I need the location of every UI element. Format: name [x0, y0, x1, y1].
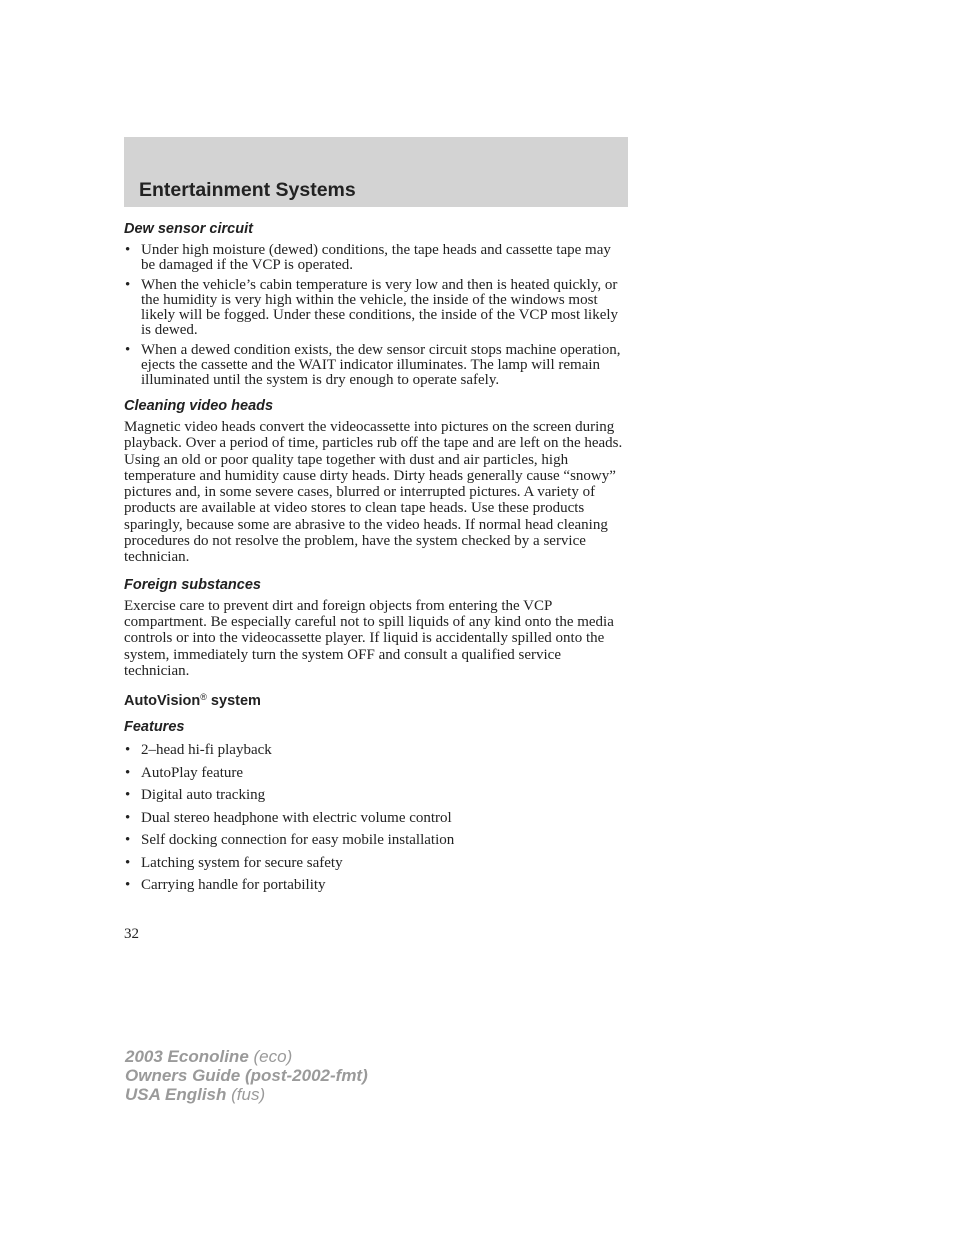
- section-header-band: [124, 137, 628, 207]
- footer-line-guide: Owners Guide (post-2002-fmt): [125, 1066, 368, 1085]
- list-item: • Digital auto tracking: [125, 787, 266, 804]
- cleaning-heading: Cleaning video heads: [124, 398, 274, 414]
- registered-mark: ®: [200, 692, 207, 703]
- page-number: 32: [124, 926, 139, 942]
- footer-line-language: USA English (fus): [125, 1085, 266, 1104]
- list-item: • Self docking connection for easy mobile installation: [125, 832, 455, 849]
- bullet-icon: •: [125, 854, 131, 871]
- features-heading: Features: [124, 719, 185, 736]
- dew-sensor-list: [124, 243, 628, 388]
- bullet-icon: •: [125, 787, 131, 804]
- bullet-icon: •: [125, 742, 131, 759]
- list-item: • When a dewed condition exists, the dew sensor circuit stops machine operation, ejects the cassette and the WAIT indicator illuminates. The lamp will remain illuminated until the system is dry enough to operate safely.: [125, 342, 621, 388]
- footer-line-model: 2003 Econoline (eco): [125, 1047, 293, 1066]
- document-footer: [125, 1047, 368, 1104]
- bullet-icon: •: [125, 877, 131, 894]
- list-item: • Carrying handle for portability: [125, 877, 326, 894]
- bullet-icon: •: [125, 809, 131, 826]
- bullet-icon: •: [125, 832, 131, 849]
- autovision-heading: AutoVision® system: [124, 692, 261, 710]
- bullet-icon: •: [125, 764, 131, 781]
- list-item: • When the vehicle’s cabin temperature is very low and then is heated quickly, or the humidity is very high within the vehicle, the inside of the windows most likely will be fogged. Under these conditions, the inside of the VCP most likely is dewed.: [125, 277, 619, 338]
- features-list: [124, 742, 628, 894]
- list-item: • Under high moisture (dewed) conditions, the tape heads and cassette tape may be damaged if the VCP is operated.: [125, 242, 611, 273]
- page-content: [124, 219, 628, 900]
- bullet-icon: •: [125, 242, 131, 258]
- list-item: • Dual stereo headphone with electric volume control: [125, 809, 452, 826]
- list-item: • Latching system for secure safety: [125, 854, 343, 871]
- list-item: • 2–head hi-fi playback: [125, 742, 272, 759]
- dew-sensor-heading: Dew sensor circuit: [124, 221, 253, 237]
- foreign-body: Exercise care to prevent dirt and foreign objects from entering the VCP compartment. Be especially careful not to spill liquids of any kind onto the media controls or into the videocassette player. If liquid is accidentally spilled onto the system, immediately turn the system OFF and consult a qualified service technician.: [124, 597, 614, 679]
- bullet-icon: •: [125, 342, 131, 358]
- bullet-icon: •: [125, 277, 131, 293]
- section-title: Entertainment Systems: [139, 179, 356, 201]
- cleaning-body: Magnetic video heads convert the videocassette into pictures on the screen during playback. Over a period of time, particles rub off the tape and are left on the heads. Using an old or poor quality tape together with dust and air particles, high temperature and humidity cause dirty heads. Dirty heads generally cause “snowy” pictures and, in some severe cases, blurred or interrupted pictures. A variety of products are available at video stores to clean tape heads. Use these products sparingly, because some are abrasive to the video heads. If normal head cleaning procedures do not resolve the problem, have the system checked by a service technician.: [124, 419, 623, 566]
- foreign-heading: Foreign substances: [124, 576, 261, 593]
- list-item: • AutoPlay feature: [125, 764, 244, 781]
